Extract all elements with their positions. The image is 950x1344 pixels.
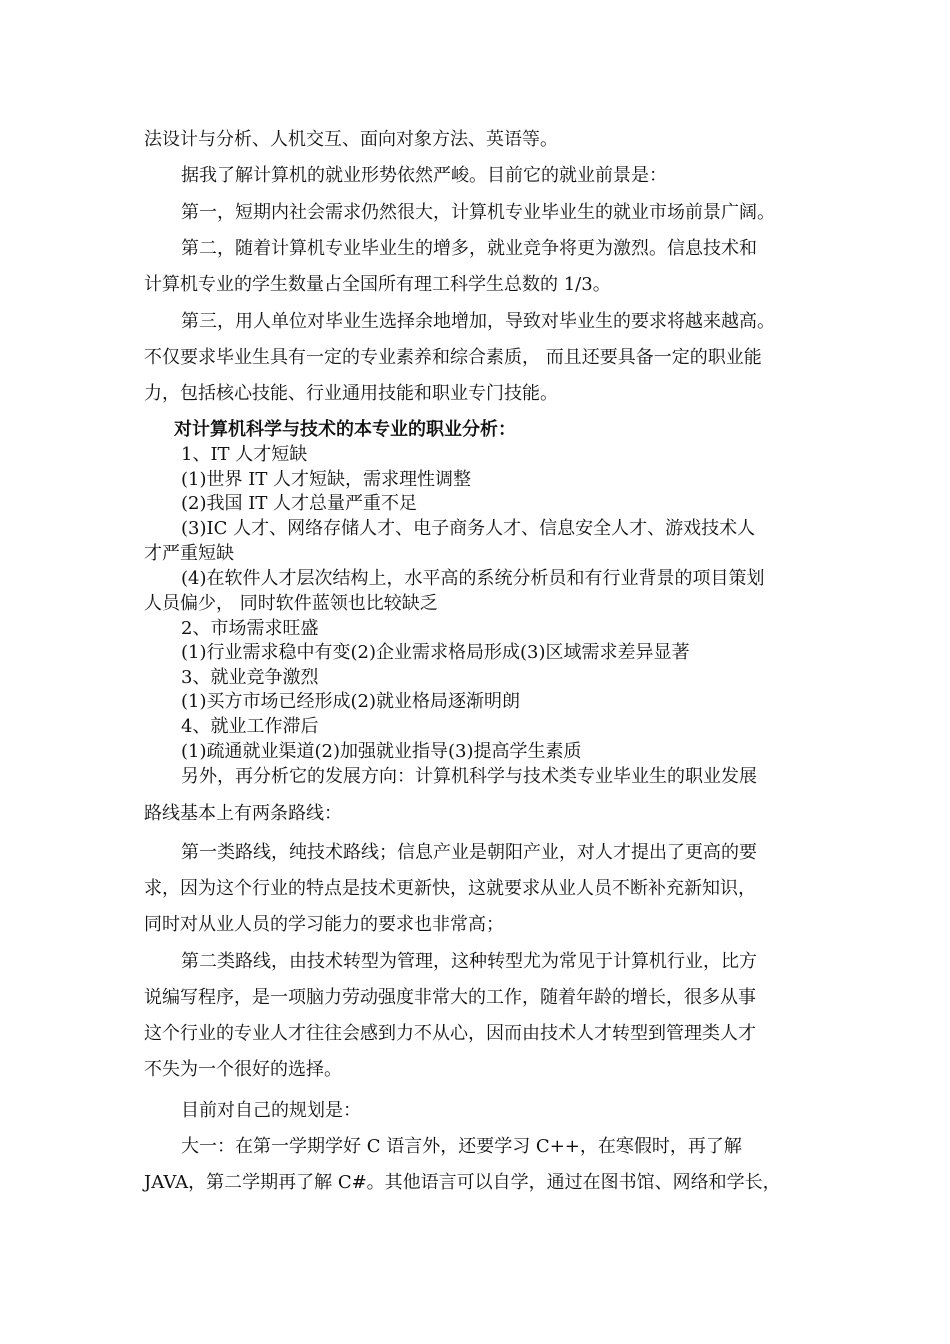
list-item: (2)我国 IT 人才总量严重不足 — [181, 493, 418, 514]
list-item: 2、市场需求旺盛 — [181, 618, 319, 639]
paragraph-line: 第一，短期内社会需求仍然很大，计算机专业毕业生的就业市场前景广阔。 — [181, 202, 775, 223]
list-item: (1)买方市场已经形成(2)就业格局逐渐明朗 — [181, 691, 520, 712]
paragraph-line: 求，因为这个行业的特点是技术更新快，这就要求从业人员不断补充新知识， — [144, 878, 756, 899]
paragraph-line: 不失为一个很好的选择。 — [144, 1059, 342, 1080]
paragraph-line: 同时对从业人员的学习能力的要求也非常高； — [144, 914, 504, 935]
list-item: (1)世界 IT 人才短缺，需求理性调整 — [181, 469, 472, 490]
list-item: (3)IC 人才、网络存储人才、电子商务人才、信息安全人才、游戏技术人 — [181, 518, 756, 539]
paragraph-line: 路线基本上有两条路线： — [144, 803, 342, 824]
paragraph-line: 大一：在第一学期学好 C 语言外，还要学习 C++，在寒假时，再了解 — [181, 1136, 742, 1157]
paragraph-line: 据我了解计算机的就业形势依然严峻。目前它的就业前景是： — [181, 165, 667, 186]
paragraph-line: 目前对自己的规划是： — [181, 1100, 361, 1121]
paragraph-line: 第一类路线，纯技术路线；信息产业是朝阳产业，对人才提出了更高的要 — [181, 842, 757, 863]
list-item: (1)行业需求稳中有变(2)企业需求格局形成(3)区域需求差异显著 — [181, 642, 690, 663]
list-item: (4)在软件人才层次结构上，水平高的系统分析员和有行业背景的项目策划 — [181, 568, 765, 589]
section-heading: 对计算机科学与技术的本专业的职业分析： — [174, 419, 516, 440]
list-item: 人员偏少， 同时软件蓝领也比较缺乏 — [144, 593, 438, 614]
paragraph-line: 不仅要求毕业生具有一定的专业素养和综合素质， 而且还要具备一定的职业能 — [144, 347, 762, 368]
list-item: 1、IT 人才短缺 — [181, 444, 308, 465]
paragraph-line: 法设计与分析、人机交互、面向对象方法、英语等。 — [144, 129, 558, 150]
paragraph-line: 这个行业的专业人才往往会感到力不从心，因而由技术人才转型到管理类人才 — [144, 1023, 756, 1044]
list-item: 3、就业竞争激烈 — [181, 667, 319, 688]
list-item: 4、就业工作滞后 — [181, 716, 319, 737]
paragraph-line: 说编写程序，是一项脑力劳动强度非常大的工作，随着年龄的增长，很多从事 — [144, 987, 756, 1008]
paragraph-line: JAVA，第二学期再了解 C#。其他语言可以自学，通过在图书馆、网络和学长， — [144, 1172, 781, 1193]
paragraph-line: 第三，用人单位对毕业生选择余地增加，导致对毕业生的要求将越来越高。 — [181, 311, 775, 332]
paragraph-line: 另外，再分析它的发展方向：计算机科学与技术类专业毕业生的职业发展 — [181, 766, 757, 787]
paragraph-line: 计算机专业的学生数量占全国所有理工科学生总数的 1/3。 — [144, 274, 611, 295]
paragraph-line: 力，包括核心技能、行业通用技能和职业专门技能。 — [144, 383, 558, 404]
paragraph-line: 第二，随着计算机专业毕业生的增多，就业竞争将更为激烈。信息技术和 — [181, 238, 757, 259]
paragraph-line: 第二类路线，由技术转型为管理，这种转型尤为常见于计算机行业，比方 — [181, 951, 757, 972]
list-item: 才严重短缺 — [144, 543, 234, 564]
list-item: (1)疏通就业渠道(2)加强就业指导(3)提高学生素质 — [181, 741, 582, 762]
